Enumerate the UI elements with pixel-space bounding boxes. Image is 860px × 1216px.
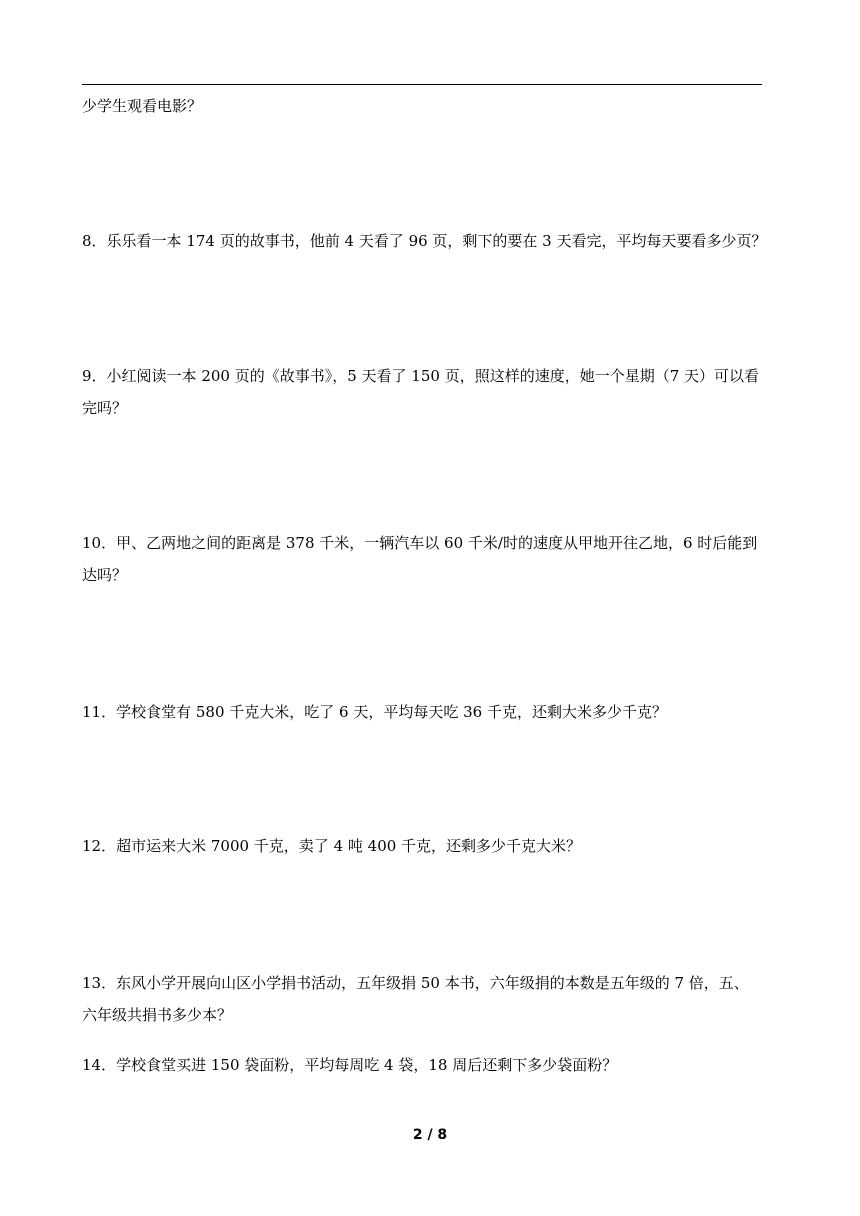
question-text: 超市运来大米 7000 千克，卖了 4 吨 400 千克，还剩多少千克大米？ [116, 837, 582, 855]
question-number: 10． [82, 534, 117, 552]
question-text: 东风小学开展向山区小学捐书活动，五年级捐 50 本书，六年级捐的本数是五年级的 7 倍，五、 [116, 974, 749, 992]
question-line [82, 973, 782, 993]
question-number: 9． [82, 367, 107, 385]
header-rule [82, 84, 762, 85]
question-text: 少学生观看电影？ [82, 97, 203, 115]
question-number: 14． [82, 1056, 117, 1074]
question-8 [82, 231, 782, 251]
question-text: 乐乐看一本 174 页的故事书，他前 4 天看了 96 页，剩下的要在 3 天看完，平均每天要看多少页？ [106, 232, 767, 250]
question-continuation [82, 96, 782, 116]
question-text: 六年级共捐书多少本？ [82, 1006, 233, 1024]
question-text: 小红阅读一本 200 页的《故事书》，5 天看了 150 页，照这样的速度，她一个星期（7 天）可以看 [106, 367, 760, 385]
question-text: 学校食堂买进 150 袋面粉，平均每周吃 4 袋，18 周后还剩下多少袋面粉？ [116, 1056, 618, 1074]
page-number: 2 / 8 [412, 1127, 448, 1143]
question-text: 甲、乙两地之间的距离是 378 千米，一辆汽车以 60 千米/时的速度从甲地开往乙地，6 时后能到 [116, 534, 758, 552]
question-14 [82, 1055, 782, 1075]
question-text: 学校食堂有 580 千克大米，吃了 6 天，平均每天吃 36 千克，还剩大米多少千克？ [116, 703, 667, 721]
question-number: 13． [82, 974, 117, 992]
question-line [82, 398, 782, 418]
question-number: 11． [82, 703, 117, 721]
question-text: 达吗？ [82, 566, 128, 584]
question-text: 完吗？ [82, 399, 128, 417]
question-line [82, 366, 782, 386]
question-number: 8． [82, 232, 107, 250]
question-11 [82, 702, 782, 722]
question-number: 12． [82, 837, 117, 855]
question-line [82, 1005, 782, 1025]
question-line [82, 565, 782, 585]
question-12 [82, 836, 782, 856]
question-line [82, 533, 782, 553]
